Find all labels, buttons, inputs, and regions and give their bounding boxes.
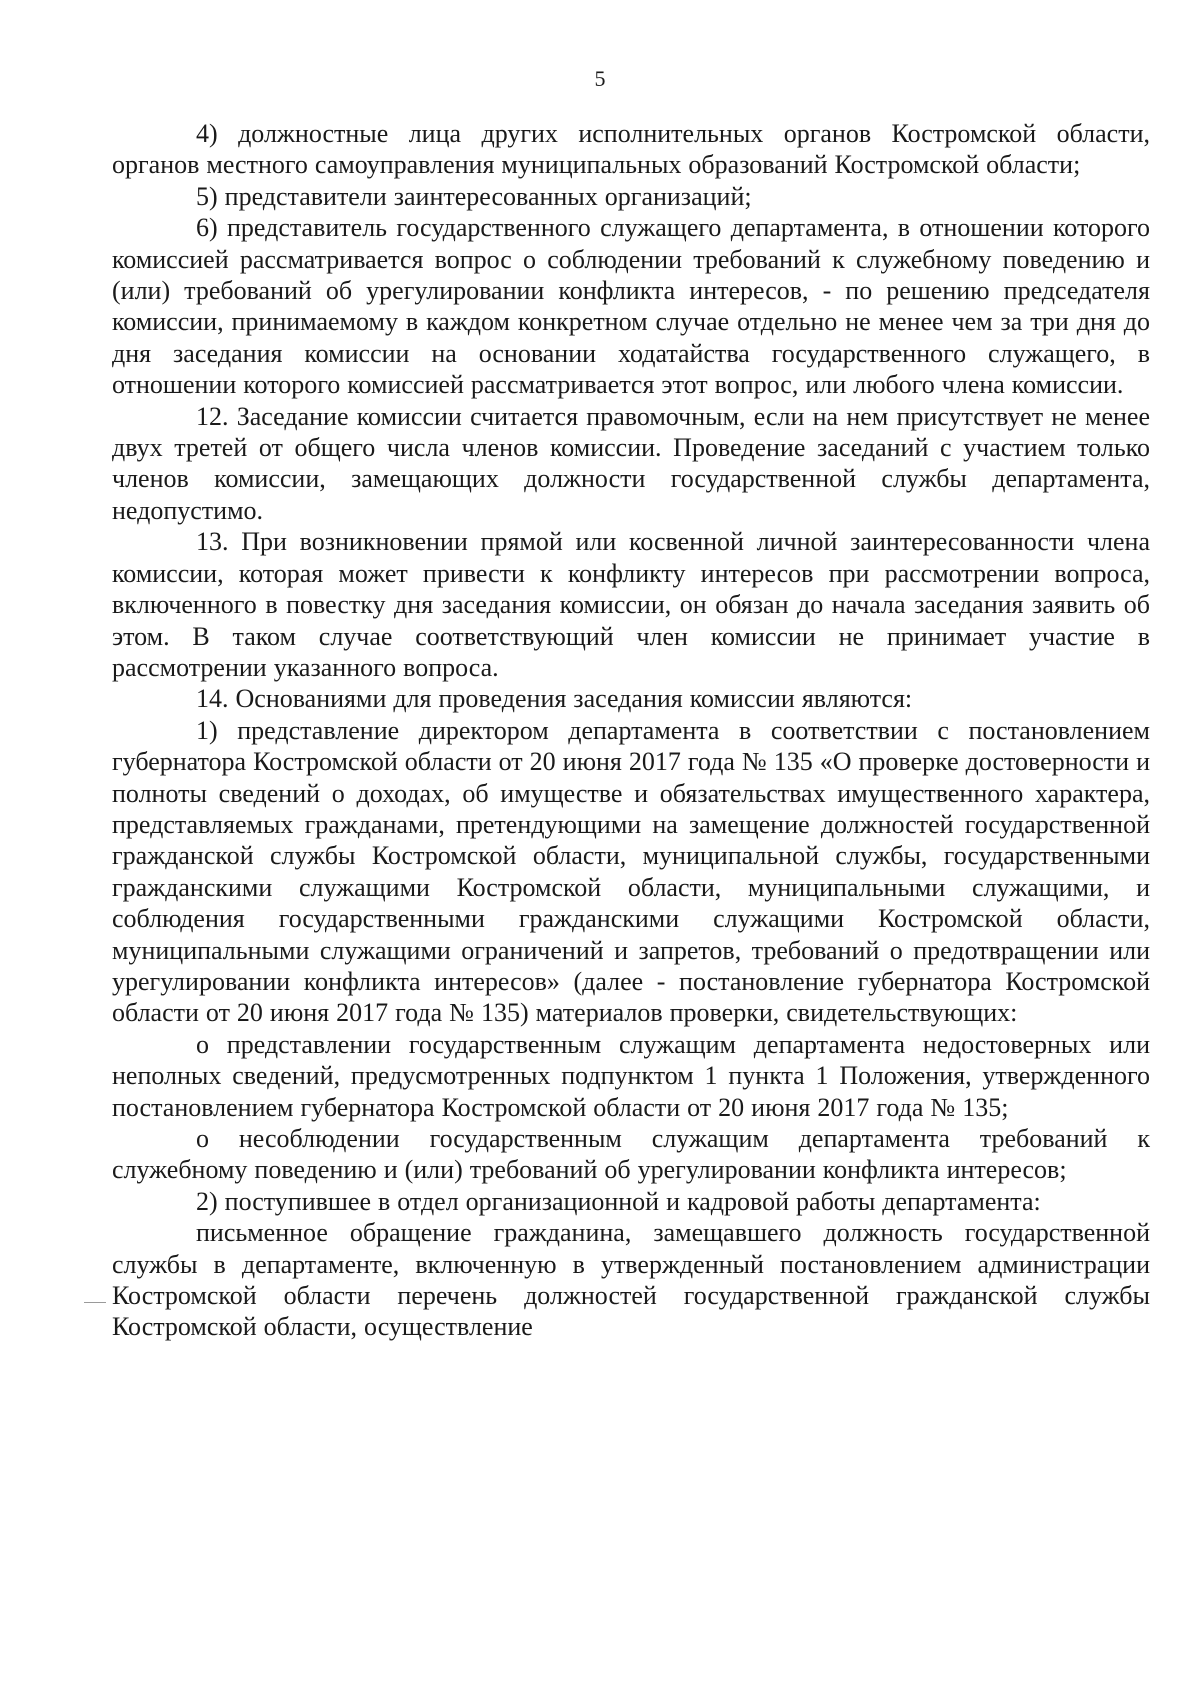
paragraph-unreliable-info: о представлении государственным служащим департамента недостоверных или неполных сведений, предусмотренных подпунктом 1 пункта 1 Положения, утвержденного постановлением губернатора Костромской области от 20 июня 2017 года № 135;	[112, 1029, 1150, 1122]
page-number: 5	[594, 66, 606, 91]
paragraph-clause-14: 14. Основаниями для проведения заседания комиссии являются:	[196, 684, 913, 714]
paragraph-clause-13: 13. При возникновении прямой или косвенной личной заинтересованности члена комиссии, которая может привести к конфликту интересов при рассмотрении вопроса, включенного в повестку дня заседания комиссии, он обязан до начала заседания заявить об этом. В таком случае соответствующий член комиссии не принимает участие в рассмотрении указанного вопроса.	[112, 527, 1150, 682]
paragraph-item-5-representatives: 5) представители заинтересованных организаций;	[196, 181, 752, 211]
paragraph-item-4-officials: 4) должностные лица других исполнительных органов Костромской области, органов местного самоуправления муниципальных образований Костромской области;	[112, 119, 1150, 180]
paragraph-noncompliance: о несоблюдении государственным служащим департамента требований к служебному поведению и (или) требований об урегулировании конфликта интересов;	[112, 1124, 1150, 1185]
paragraph-clause-14-item-1: 1) представление директором департамента в соответствии с постановлением губернатора Костромской области от 20 июня 2017 года № 135 «О проверке достоверности и полноты сведений о доходах, об имуществе и обязательствах имущественного характера, представляемых гражданами, претендующими на замещение должностей государственной гражданской службы Костромской области, муниципальной службы, государственными гражданскими служащими Костромской области, муниципальными служащими, и соблюдения государственными гражданскими служащими Костромской области, муниципальными служащими ограничений и запретов, требований о предотвращении или урегулировании конфликта интересов» (далее - постановление губернатора Костромской области от 20 июня 2017 года № 135) материалов проверки, свидетельствующих:	[112, 715, 1150, 1028]
document-body	[112, 118, 1150, 1343]
paragraph-clause-14-item-2: 2) поступившее в отдел организационной и кадровой работы департамента:	[196, 1186, 1041, 1216]
scan-margin-mark	[84, 1302, 106, 1303]
paragraph-written-appeal: письменное обращение гражданина, замещавшего должность государственной службы в департаменте, включенную в утвержденный постановлением администрации Костромской области перечень должностей государственной гражданской службы Костромской области, осуществление	[112, 1218, 1150, 1342]
paragraph-item-6-representative: 6) представитель государственного служащего департамента, в отношении которого комиссией рассматривается вопрос о соблюдении требований к служебному поведению и (или) требований об урегулировании конфликта интересов, - по решению председателя комиссии, принимаемому в каждом конкретном случае отдельно не менее чем за три дня до дня заседания комиссии на основании ходатайства государственного служащего, в отношении которого комиссией рассматривается этот вопрос, или любого члена комиссии.	[112, 213, 1150, 400]
paragraph-clause-12: 12. Заседание комиссии считается правомочным, если на нем присутствует не менее двух третей от общего числа членов комиссии. Проведение заседаний с участием только членов комиссии, замещающих должности государственной службы департамента, недопустимо.	[112, 401, 1150, 525]
